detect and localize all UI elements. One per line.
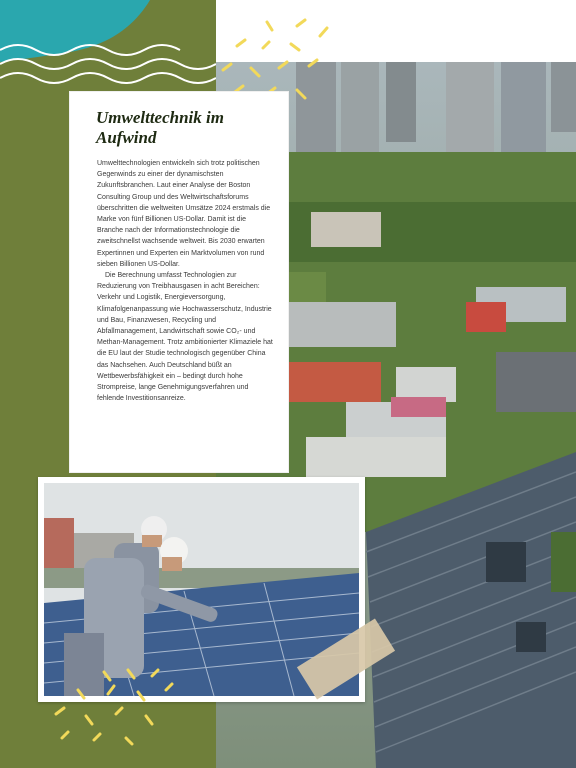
article-body (97, 158, 273, 404)
paragraph-1: Umwelttechnologien entwickeln sich trotz politischen Gegenwinds zu einer der dynamischsten Zukunftsbranchen. Laut einer Analyse der Boston Consulting Group und des Weltwirtschaftsforums überschritten die weltweiten Umsätze 2024 erstmals die Marke von fünf Billionen US-Dollar. Damit ist die Branche nach der Informationstechnologie die zweitschnellst wachsende weltweit. Bis 2030 erwarten Expertinnen und Experten ein Marktvolumen von rund sieben Billionen US-Dollar. (97, 160, 271, 268)
article-title: Umwelttechnik im Aufwind (96, 108, 224, 147)
doodle-bottom (48, 668, 188, 748)
paragraph-2: Die Berechnung umfasst Technologien zur Reduzierung von Treibhausgasen in acht Bereichen: Verkehr und Logistik, Energieversorgung, Klimafolgenanpassung wie Hochwasserschutz, Industrie und Bau, Finanzwesen, Recycling und Abfallmanagement, Landwirtschaft sowie CO₂- und Methan-Management. Trotz ambitionierter Klimaziele hat die EU laut der Studie technologisch gegenüber China das Nachsehen. Auch Deutschland büßt an Wettbewerbsfähigkeit ein – bedingt durch hohe Strompreise, lange Genehmigungsverfahren und fehlende Investitionsanreize. (97, 272, 273, 403)
